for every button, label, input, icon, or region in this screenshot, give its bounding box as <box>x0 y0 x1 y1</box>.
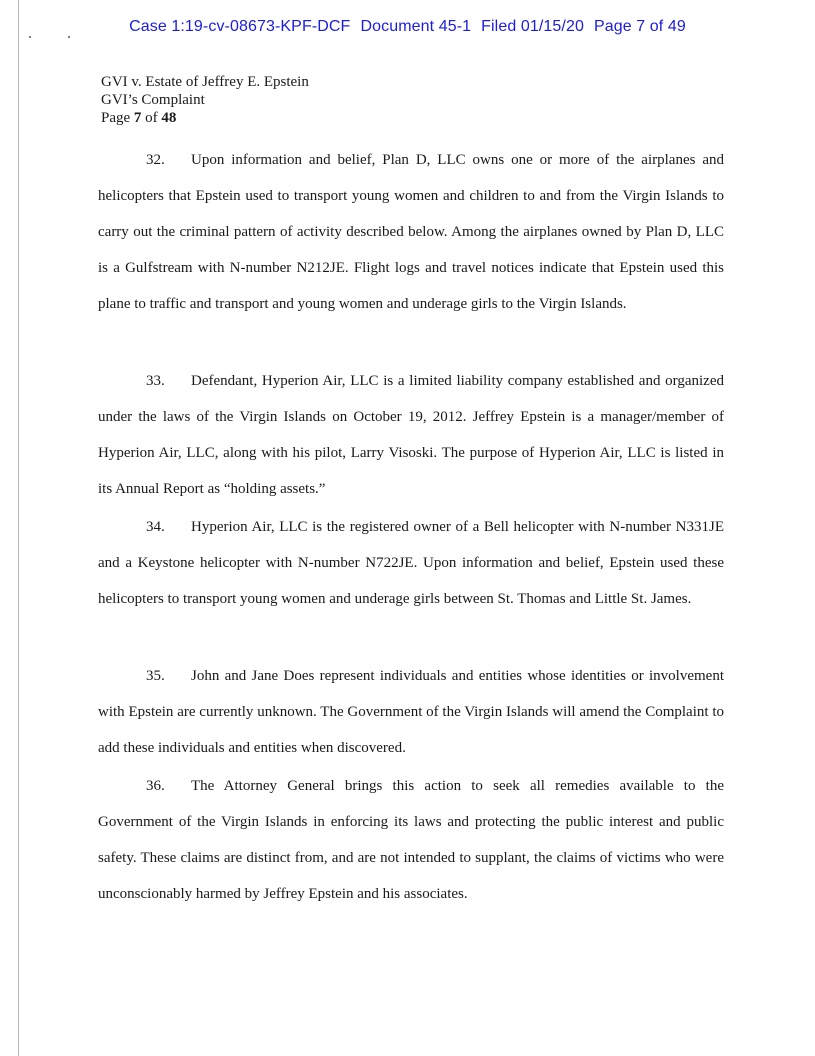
scan-margin-line <box>18 0 19 1056</box>
paragraph-35 <box>98 658 724 766</box>
case-header <box>0 18 815 36</box>
scan-speck <box>68 36 70 38</box>
caption-case-title: GVI v. Estate of Jeffrey E. Epstein <box>101 74 309 90</box>
paragraph-32 <box>98 142 724 322</box>
caption-document-title: GVI’s Complaint <box>101 92 205 108</box>
paragraph-number: 34. <box>146 519 165 535</box>
paragraph-text: John and Jane Does represent individuals and entities whose identities or involvement with Epstein are currently unknown. The Government of the Virgin Islands will amend the Complaint to add these individuals and entities when discovered. <box>98 668 724 756</box>
scan-speck <box>29 36 31 38</box>
paragraph-number: 33. <box>146 373 165 389</box>
page-counter: Page 7 of 49 <box>593 18 686 35</box>
caption-page-number: Page 7 of 48 <box>101 110 177 126</box>
paragraph-text: Upon information and belief, Plan D, LLC owns one or more of the airplanes and helicopters that Epstein used to transport young women and children to and from the Virgin Islands to carry out the criminal pattern of activity described below. Among the airplanes owned by Plan D, LLC is a Gulfstream with N-number N212JE. Flight logs and travel notices indicate that Epstein used this plane to traffic and transport and young women and underage girls to the Virgin Islands. <box>98 152 724 312</box>
case-number: Case 1:19-cv-08673-KPF-DCF <box>129 18 351 35</box>
paragraph-36 <box>98 768 724 912</box>
paragraph-text: The Attorney General brings this action to seek all remedies available to the Government of the Virgin Islands in enforcing its laws and protecting the public interest and public safety. These claims are distinct from, and are not intended to supplant, the claims of victims who were unconscionably harmed by Jeffrey Epstein and his associates. <box>98 778 724 902</box>
paragraph-number: 35. <box>146 668 165 684</box>
filed-date: Filed 01/15/20 <box>481 18 584 35</box>
paragraph-text: Hyperion Air, LLC is the registered owner of a Bell helicopter with N-number N331JE and a Keystone helicopter with N-number N722JE. Upon information and belief, Epstein used these helicopters to transport young women and underage girls between St. Thomas and Little St. James. <box>98 519 724 607</box>
paragraph-33 <box>98 363 724 507</box>
paragraph-text: Defendant, Hyperion Air, LLC is a limited liability company established and organized under the laws of the Virgin Islands on October 19, 2012. Jeffrey Epstein is a manager/member of Hyperion Air, LLC, along with his pilot, Larry Visoski. The purpose of Hyperion Air, LLC is listed in its Annual Report as “holding assets.” <box>98 373 724 497</box>
paragraph-number: 32. <box>146 152 165 168</box>
document-number: Document 45-1 <box>360 18 472 35</box>
paragraph-34 <box>98 509 724 617</box>
paragraph-number: 36. <box>146 778 165 794</box>
document-caption <box>101 73 309 127</box>
